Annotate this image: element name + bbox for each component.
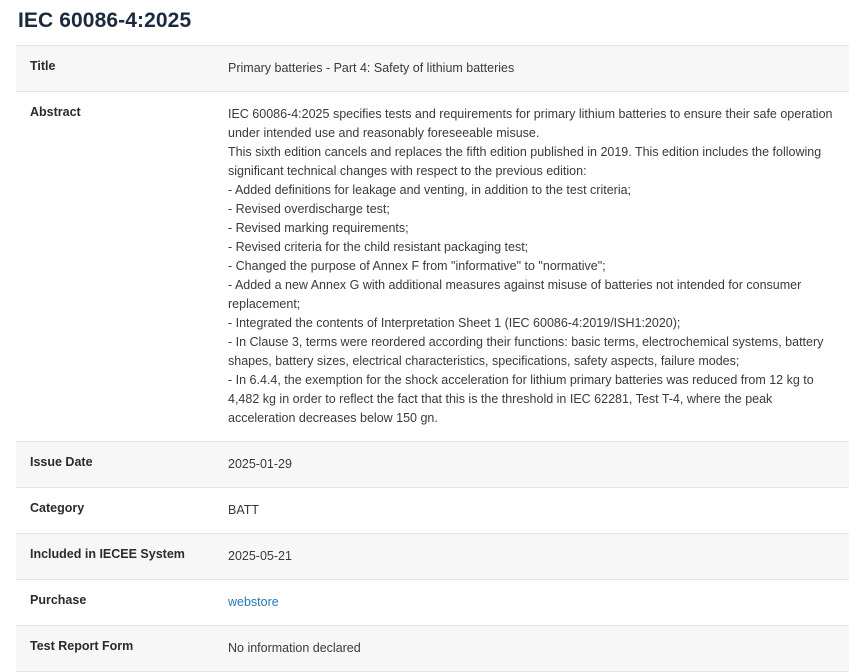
abstract-line: - In Clause 3, terms were reordered according their functions: basic terms, electrochemical systems, battery shapes, battery sizes, electrical characteristics, specifications, safety aspects, failure modes; <box>228 335 824 368</box>
abstract-line: - Revised criteria for the child resistant packaging test; <box>228 240 529 254</box>
row-label-included-in-iecee-system: Included in IECEE System <box>30 547 185 561</box>
table-row <box>16 580 849 626</box>
abstract-line: - Integrated the contents of Interpretation Sheet 1 (IEC 60086-4:2019/ISH1:2020); <box>228 316 681 330</box>
row-label-abstract: Abstract <box>30 105 81 119</box>
abstract-line: IEC 60086-4:2025 specifies tests and requirements for primary lithium batteries to ensure their safe operation under intended use and reasonably foreseeable misuse. <box>228 107 833 140</box>
standard-details-table <box>16 45 849 672</box>
abstract-line: - Revised marking requirements; <box>228 221 409 235</box>
table-row <box>16 442 849 488</box>
row-value-test-report-form: No information declared <box>228 641 361 655</box>
row-value-category: BATT <box>228 503 260 517</box>
abstract-line: - Changed the purpose of Annex F from "informative" to "normative"; <box>228 259 606 273</box>
row-value-included-in-iecee-system: 2025-05-21 <box>228 549 292 563</box>
row-label-test-report-form: Test Report Form <box>30 639 134 653</box>
abstract-line: - Revised overdischarge test; <box>228 202 390 216</box>
table-row <box>16 92 849 442</box>
table-row <box>16 488 849 534</box>
row-value-abstract <box>218 92 849 442</box>
row-label-purchase: Purchase <box>30 593 87 607</box>
row-value-issue-date: 2025-01-29 <box>228 457 292 471</box>
row-value-purchase <box>218 580 849 626</box>
webstore-link[interactable]: webstore <box>228 595 279 609</box>
page-title: IEC 60086-4:2025 <box>18 9 192 32</box>
row-value-title: Primary batteries - Part 4: Safety of lithium batteries <box>228 61 515 75</box>
row-label-title: Title <box>30 59 56 73</box>
row-label-category: Category <box>30 501 85 515</box>
abstract-line: - In 6.4.4, the exemption for the shock acceleration for lithium primary batteries was reduced from 12 kg to 4,482 kg in order to reflect the fact that this is the threshold in IEC 62281, Test T-4, where the peak acceleration decreases below 150 gn. <box>228 373 814 425</box>
table-row <box>16 626 849 672</box>
row-label-issue-date: Issue Date <box>30 455 93 469</box>
standard-detail-page <box>0 9 865 672</box>
table-row <box>16 46 849 92</box>
table-row <box>16 534 849 580</box>
abstract-line: - Added definitions for leakage and venting, in addition to the test criteria; <box>228 183 632 197</box>
abstract-line: This sixth edition cancels and replaces the fifth edition published in 2019. This edition includes the following significant technical changes with respect to the previous edition: <box>228 145 822 178</box>
abstract-line: - Added a new Annex G with additional measures against misuse of batteries not intended for consumer replacement; <box>228 278 802 311</box>
